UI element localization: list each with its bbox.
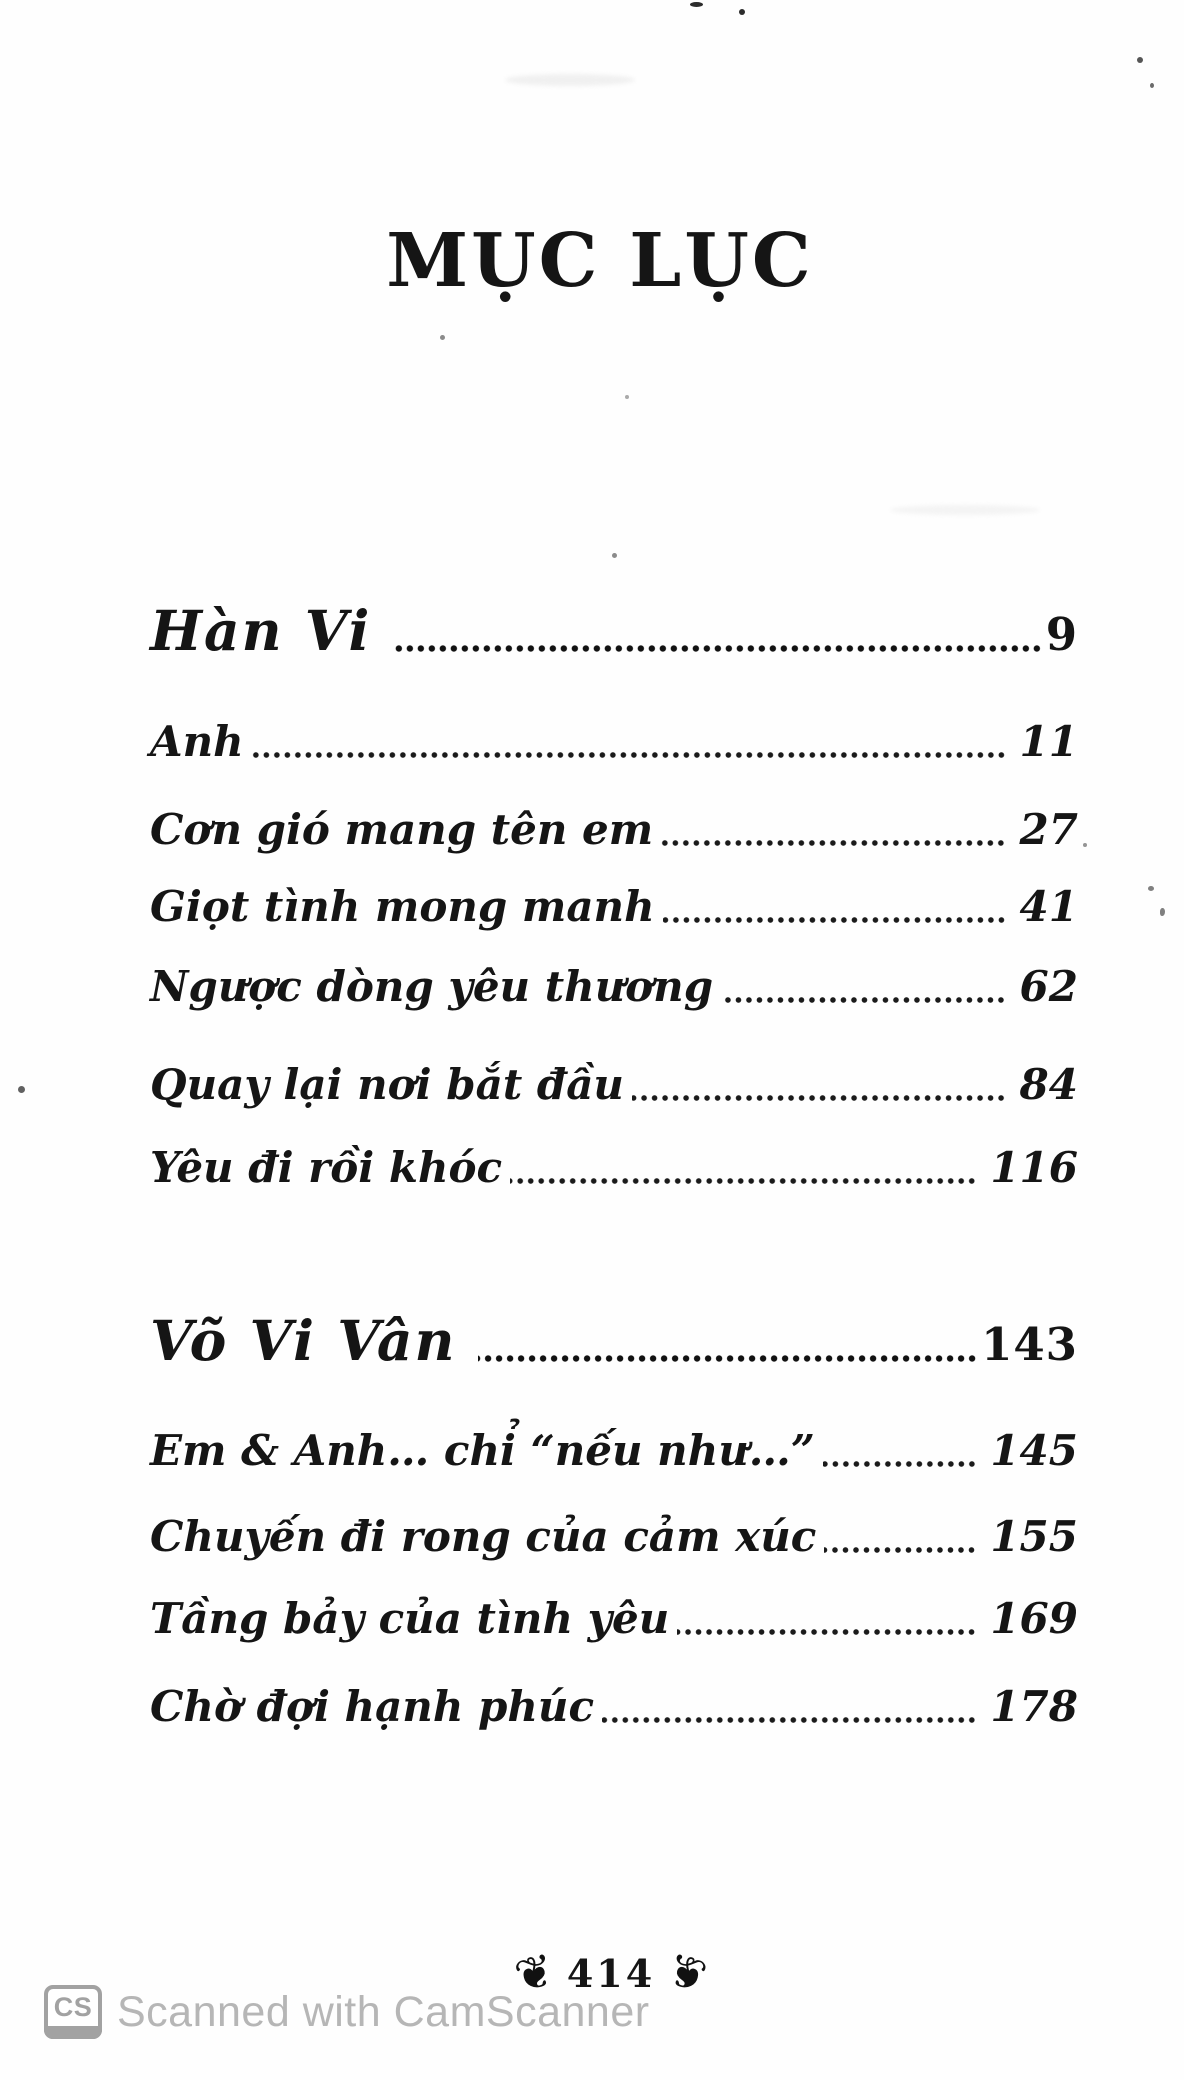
section-page-number: 143 (981, 1318, 1078, 1371)
page-title: MỤC LỤC (386, 218, 814, 304)
scan-speck (1083, 843, 1087, 847)
dot-leader (663, 916, 1008, 924)
camscanner-watermark (44, 1983, 650, 2041)
camscanner-logo-text: CS (53, 1992, 93, 2022)
footer-page-number: 414 (566, 1950, 656, 1996)
entry-title: Ngược dòng yêu thương (150, 962, 714, 1011)
scan-speck (739, 9, 745, 15)
toc-entry (150, 717, 1078, 766)
entry-title: Tầng bảy của tình yêu (150, 1594, 670, 1643)
dot-leader (252, 751, 1008, 759)
floral-ornament-left-icon: ❦ (509, 1942, 560, 2004)
entry-title: Giọt tình mong manh (150, 882, 655, 931)
entry-page-number: 169 (990, 1594, 1078, 1643)
entry-page-number: 11 (1019, 717, 1078, 766)
entry-page-number: 145 (990, 1426, 1078, 1475)
section-heading-text: Võ Vi Vân (150, 1308, 457, 1373)
dot-leader (602, 1716, 978, 1724)
dot-leader (478, 1354, 979, 1363)
toc-entry (150, 1143, 1078, 1192)
camscanner-logo-icon (44, 1985, 102, 2039)
dot-leader (721, 996, 1007, 1004)
entry-page-number: 62 (1019, 962, 1078, 1011)
toc-entry (150, 1426, 1078, 1475)
dot-leader (510, 1177, 978, 1185)
toc-section-heading (150, 1308, 1078, 1373)
entry-page-number: 155 (990, 1512, 1078, 1561)
toc-entry (150, 1682, 1078, 1731)
toc-entry (150, 1512, 1078, 1561)
entry-title: Yêu đi rồi khóc (150, 1143, 503, 1192)
scan-speck (1160, 908, 1165, 916)
dot-leader (677, 1628, 978, 1636)
toc-entry (150, 1594, 1078, 1643)
scan-speck (1148, 886, 1154, 891)
entry-page-number: 41 (1019, 882, 1078, 931)
toc-entry (150, 962, 1078, 1011)
scan-speck (690, 2, 703, 7)
entry-title: Chờ đợi hạnh phúc (150, 1682, 595, 1731)
entry-page-number: 116 (990, 1143, 1078, 1192)
scan-speck (612, 553, 617, 558)
dot-leader (661, 839, 1007, 847)
dot-leader (823, 1460, 978, 1468)
scan-speck (1150, 83, 1154, 88)
entry-title: Em & Anh… chỉ “nếu như…” (150, 1426, 815, 1475)
scan-smudge (890, 505, 1040, 515)
entry-page-number: 84 (1019, 1060, 1078, 1109)
entry-page-number: 27 (1019, 805, 1078, 854)
scan-speck (18, 1086, 25, 1093)
entry-title: Chuyến đi rong của cảm xúc (150, 1512, 817, 1561)
floral-ornament-right-icon: ❦ (662, 1942, 713, 2004)
entry-title: Quay lại nơi bắt đầu (150, 1060, 624, 1109)
entry-title: Anh (150, 717, 244, 766)
scan-speck (1137, 57, 1143, 63)
dot-leader (824, 1546, 978, 1554)
dot-leader (632, 1094, 1008, 1102)
scan-speck (440, 335, 445, 340)
dot-leader (393, 644, 1043, 653)
camscanner-logo-tab (44, 2026, 102, 2039)
scan-speck (625, 395, 629, 399)
entry-title: Cơn gió mang tên em (150, 805, 654, 854)
scan-smudge (505, 74, 635, 86)
watermark-text: Scanned with CamScanner (117, 1987, 650, 2036)
toc-section-heading (150, 598, 1078, 663)
toc-entry (150, 882, 1078, 931)
toc-entry (150, 805, 1078, 854)
section-page-number: 9 (1045, 608, 1078, 661)
section-heading-text: Hàn Vi (150, 598, 372, 663)
entry-page-number: 178 (990, 1682, 1078, 1731)
toc-entry (150, 1060, 1078, 1109)
